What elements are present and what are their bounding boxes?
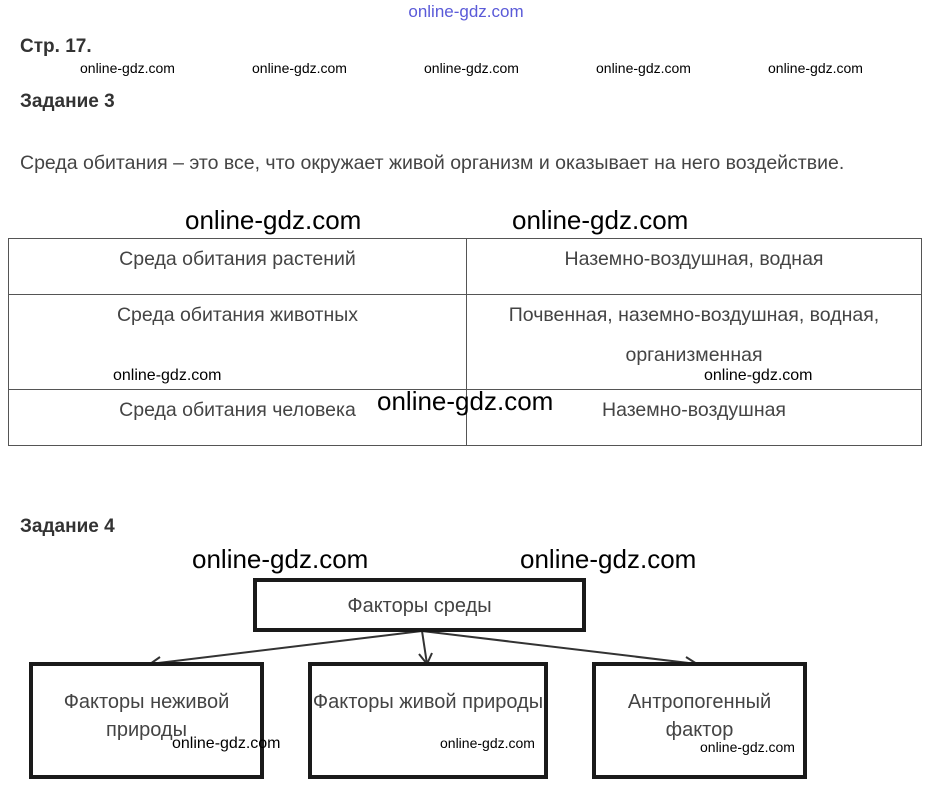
table-cell-subject: Среда обитания животных <box>9 295 467 390</box>
watermark: online-gdz.com <box>704 367 813 384</box>
table-cell-habitat: Почвенная, наземно-воздушная, водная, организменная <box>467 295 922 390</box>
arrow-line <box>150 631 422 664</box>
table-cell-subject: Среда обитания растений <box>9 239 467 295</box>
watermark: online-gdz.com <box>768 60 863 76</box>
table-cell-subject: Среда обитания человека <box>9 390 467 446</box>
diagram-child-box <box>308 662 548 779</box>
watermark: online-gdz.com <box>596 60 691 76</box>
watermark: online-gdz.com <box>252 60 347 76</box>
diagram-child-label: Факторы неживой природы <box>63 691 230 741</box>
diagram-child-box <box>592 662 807 779</box>
diagram-child-box <box>29 662 264 779</box>
watermark: online-gdz.com <box>512 205 689 235</box>
table-cell-habitat: Наземно-воздушная <box>467 390 922 446</box>
diagram-child-label: Факторы живой природы <box>312 691 544 713</box>
task4-heading: Задание 4 <box>20 516 115 537</box>
habitat-definition: Среда обитания – это все, что окружает живой организм и оказывает на него воздействие. <box>20 152 845 174</box>
watermark: online-gdz.com <box>80 60 175 76</box>
table-cell-habitat: Наземно-воздушная, водная <box>467 239 922 295</box>
watermark: online-gdz.com <box>440 735 535 751</box>
diagram-root-label: Факторы среды <box>347 595 492 617</box>
watermark: online-gdz.com <box>700 739 795 755</box>
watermark: online-gdz.com <box>192 544 369 574</box>
task3-heading: Задание 3 <box>20 91 115 112</box>
watermark: online-gdz.com <box>520 544 697 574</box>
page-title: Стр. 17. <box>20 36 92 57</box>
arrow-line <box>422 631 697 664</box>
watermark: online-gdz.com <box>424 60 519 76</box>
watermark: online-gdz.com <box>185 205 362 235</box>
diagram-child-label: Антропогенный фактор <box>627 691 772 741</box>
watermark-top: online-gdz.com <box>408 2 524 21</box>
watermark: online-gdz.com <box>172 735 281 752</box>
watermark: online-gdz.com <box>377 386 554 416</box>
watermark: online-gdz.com <box>113 367 222 384</box>
diagram-root-box <box>253 578 586 632</box>
